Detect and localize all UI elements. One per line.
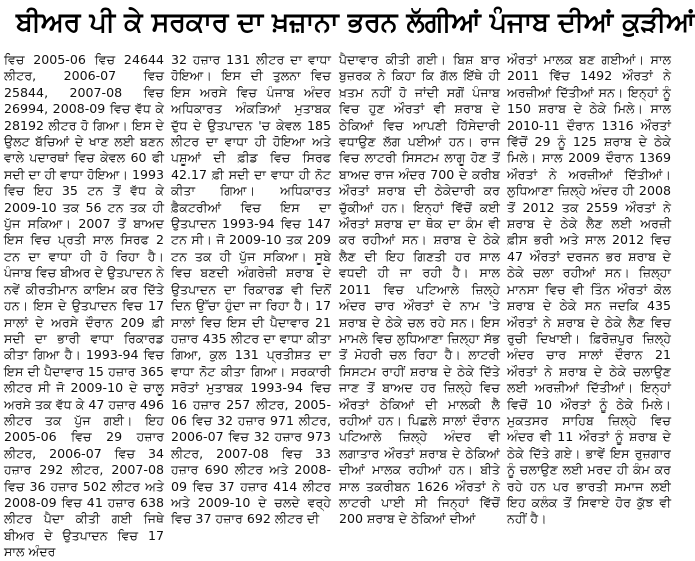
article-body [0, 52, 671, 560]
headline: ਬੀਅਰ ਪੀ ਕੇ ਸਰਕਾਰ ਦਾ ਖ਼ਜ਼ਾਨਾ ਭਰਨ ਲੱਗੀਆਂ ਪੰਜਾਬ ਦੀਆਂ ਕੁੜੀਆਂ [16, 7, 695, 38]
column-3-text: ਪੈਦਾਵਾਰ ਕੀਤੀ ਗਈ। ਬਿਸ਼ ਬਾਰ ਬੁਜ਼ਰਕ ਨੇ ਕਿਹਾ ਕਿ ਗੱਲ ਇੱਥੇ ਹੀ ਖ਼ਤਮ ਨਹੀਂ ਹੋ ਜਾਂਦੀ ਸਗੋਂ ਪੰਜਾਬ ਵਿਚ ਹੁਣ ਔਰਤਾਂ ਵੀ ਸ਼ਰਾਬ ਦੇ ਠੇਕਿਆਂ ਵਿਚ ਆਪਣੀ ਹਿੱਸੇਦਾਰੀ ਵਧਾਉਣ ਲੱਗ ਪਈਆਂ ਹਨ। ਰਾਜ ਵਿਚ ਲਾਟਰੀ ਸਿਸਟਮ ਲਾਗੂ ਹੋਣ ਤੋਂ ਬਾਅਦ ਰਾਜ ਅੰਦਰ 700 ਦੇ ਕਰੀਬ ਔਰਤਾਂ ਸ਼ਰਾਬ ਦੀ ਠੇਕੇਦਾਰੀ ਕਰ ਚੁੱਕੀਆਂ ਹਨ। ਇਨ੍ਹਾਂ ਵਿੱਚੋਂ ਕਈ ਔਰਤਾਂ ਸ਼ਰਾਬ ਦਾ ਥੋਕ ਦਾ ਕੰਮ ਵੀ ਕਰ ਰਹੀਆਂ ਸਨ। ਸ਼ਰਾਬ ਦੇ ਠੇਕੇ ਲੈਣ ਦੀ ਇਹ ਗਿਣਤੀ ਹਰ ਸਾਲ ਵਧਦੀ ਹੀ ਜਾ ਰਹੀ ਹੈ। ਸਾਲ 2011 ਵਿਚ ਪਟਿਆਲੇ ਜ਼ਿਲ੍ਹੇ ਅੰਦਰ ਚਾਰ ਔਰਤਾਂ ਦੇ ਨਾਮ 'ਤੇ ਸ਼ਰਾਬ ਦੇ ਠੇਕੇ ਚਲ ਰਹੇ ਸਨ। ਇਸ ਮਾਮਲੇ ਵਿਚ ਲੁਧਿਆਣਾ ਜ਼ਿਲ੍ਹਾ ਸੱਭ ਤੋਂ ਮੋਹਰੀ ਚਲ ਰਿਹਾ ਹੈ। ਲਾਟਰੀ ਸਿਸਟਮ ਰਾਹੀਂ ਸ਼ਰਾਬ ਦੇ ਠੇਕੇ ਦਿੱਤੇ ਜਾਣ ਤੋਂ ਬਾਅਦ ਹਰ ਜ਼ਿਲ੍ਹੇ ਵਿਚ ਔਰਤਾਂ ਠੇਕਿਆਂ ਦੀ ਮਾਲਕੀ ਲੈ ਰਹੀਆਂ ਹਨ। ਪਿਛਲੇ ਸਾਲਾਂ ਦੌਰਾਨ ਪਟਿਆਲੇ ਜ਼ਿਲ੍ਹੇ ਅੰਦਰ ਵੀ ਲਗਾਤਾਰ ਔਰਤਾਂ ਸ਼ਰਾਬ ਦੇ ਠੇਕਿਆਂ ਦੀਆਂ ਮਾਲਕ ਰਹੀਆਂ ਹਨ। ਬੀਤੇ ਸਾਲ ਤਕਰੀਬਨ 1626 ਔਰਤਾਂ ਨੇ ਲਾਟਰੀ ਪਾਈ ਸੀ ਜਿਨ੍ਹਾਂ ਵਿੱਚੋਂ 200 ਸ਼ਰਾਬ ਦੇ ਠੇਕਿਆਂ ਦੀਆਂ [339, 52, 500, 527]
article-column-3 [339, 52, 500, 527]
column-1-text: ਵਿਚ 2005-06 ਵਿਚ 24644 ਲੀਟਰ, 2006-07 ਵਿਚ 25844, 2007-08 ਵਿਚ 26994, 2008-09 ਵਿਚ ਵੱਧ ਕੇ 28192 ਲੀਟਰ ਹੋ ਗਿਆ। ਇਸ ਦੇ ਉਲਟ ਬੱਚਿਆਂ ਦੇ ਖਾਣ ਲਈ ਬਣਨ ਵਾਲੇ ਪਦਾਰਥਾਂ ਵਿਚ ਕੇਵਲ 60 ਫੀ ਸਦੀ ਦਾ ਹੀ ਵਾਧਾ ਹੋਇਆ। 1993 ਵਿਚ ਇਹ 35 ਟਨ ਤੋਂ ਵੱਧ ਕੇ 2009-10 ਤਕ 56 ਟਨ ਤਕ ਹੀ ਪੁੱਜ ਸਕਿਆ। 2007 ਤੋਂ ਬਾਅਦ ਇਸ ਵਿਚ ਪ੍ਰਤੀ ਸਾਲ ਸਿਰਫ 2 ਟਨ ਦਾ ਵਾਧਾ ਹੀ ਹੋ ਰਿਹਾ ਹੈ। ਪੰਜਾਬ ਵਿਚ ਬੀਅਰ ਦੇ ਉਤਪਾਦਨ ਨੇ ਨਵੇਂ ਕੀਰਤੀਮਾਨ ਕਾਇਮ ਕਰ ਦਿੱਤੇ ਹਨ। ਇਸ ਦੇ ਉਤਪਾਦਨ ਵਿਚ 17 ਸਾਲਾਂ ਦੇ ਅਰਸੇ ਦੌਰਾਨ 209 ਫ਼ੀ ਸਦੀ ਦਾ ਭਾਰੀ ਵਾਧਾ ਰਿਕਾਰਡ ਕੀਤਾ ਗਿਆ ਹੈ। 1993-94 ਵਿਚ ਇਸ ਦੀ ਪੈਦਾਵਾਰ 15 ਹਜ਼ਾਰ 365 ਲੀਟਰ ਸੀ ਜੋ 2009-10 ਦੇ ਚਾਲੂ ਅਰਸੇ ਤਕ ਵੱਧ ਕੇ 47 ਹਜ਼ਾਰ 496 ਲੀਟਰ ਤਕ ਪੁੱਜ ਗਈ। ਇਹ 2005-06 ਵਿਚ 29 ਹਜ਼ਾਰ ਲੀਟਰ, 2006-07 ਵਿਚ 34 ਹਜ਼ਾਰ 292 ਲੀਟਰ, 2007-08 ਵਿਚ 36 ਹਜ਼ਾਰ 502 ਲੀਟਰ ਅਤੇ 2008-09 ਵਿਚ 41 ਹਜ਼ਾਰ 638 ਲੀਟਰ ਪੈਦਾ ਕੀਤੀ ਗਈ ਜਿਥੇ ਬੀਅਰ ਦੇ ਉਤਪਾਦਨ ਵਿਚ 17 ਸਾਲ ਅੰਦਰ [4, 52, 164, 560]
article-column-4 [507, 52, 671, 527]
column-2-text: 32 ਹਜ਼ਾਰ 131 ਲੀਟਰ ਦਾ ਵਾਧਾ ਹੋਇਆ। ਇਸ ਦੀ ਤੁਲਨਾ ਵਿਚ ਇਸ ਅਰਸੇ ਵਿਚ ਪੰਜਾਬ ਅੰਦਰ ਅਧਿਕਾਰਤ ਅੰਕੜਿਆਂ ਮੁਤਾਬਕ ਦੁੱਧ ਦੇ ਉਤਪਾਦਨ 'ਚ ਕੇਵਲ 185 ਲੀਟਰ ਦਾ ਵਾਧਾ ਹੀ ਹੋਇਆ ਅਤੇ ਪਸ਼ੂਆਂ ਦੀ ਫ਼ੀਡ ਵਿਚ ਸਿਰਫ 42.17 ਫ਼ੀ ਸਦੀ ਦਾ ਵਾਧਾ ਹੀ ਨੋਟ ਕੀਤਾ ਗਿਆ। ਅਧਿਕਾਰਤ ਫ਼ੈਕਟਰੀਆਂ ਵਿਚ ਇਸ ਦਾ ਉਤਪਾਦਨ 1993-94 ਵਿਚ 147 ਟਨ ਸੀ। ਜੋ 2009-10 ਤਕ 209 ਟਨ ਤਕ ਹੀ ਪੁੱਜ ਸਕਿਆ। ਸੂਬੇ ਵਿਚ ਬਣਦੀ ਅੰਗਰੇਜ਼ੀ ਸ਼ਰਾਬ ਦੇ ਉਤਪਾਦਨ ਦਾ ਰਿਕਾਰਡ ਵੀ ਦਿਨੋਂ ਦਿਨ ਉੱਚਾ ਹੁੰਦਾ ਜਾ ਰਿਹਾ ਹੈ। 17 ਸਾਲਾਂ ਵਿਚ ਇਸ ਦੀ ਪੈਦਾਵਾਰ 21 ਹਜ਼ਾਰ 435 ਲੀਟਰ ਦਾ ਵਾਧਾ ਕੀਤਾ ਗਿਆ, ਕੁਲ 131 ਪ੍ਰਤੀਸ਼ਤ ਦਾ ਵਾਧਾ ਨੋਟ ਕੀਤਾ ਗਿਆ। ਸਰਕਾਰੀ ਸਰੋਤਾਂ ਮੁਤਾਬਕ 1993-94 ਵਿਚ 16 ਹਜ਼ਾਰ 257 ਲੀਟਰ, 2005-06 ਵਿਚ 32 ਹਜ਼ਾਰ 971 ਲੀਟਰ, 2006-07 ਵਿਚ 32 ਹਜ਼ਾਰ 973 ਲੀਟਰ, 2007-08 ਵਿਚ 33 ਹਜ਼ਾਰ 690 ਲੀਟਰ ਅਤੇ 2008-09 ਵਿਚ 37 ਹਜ਼ਾਰ 414 ਲੀਟਰ ਅਤੇ 2009-10 ਦੇ ਚਲਦੇ ਵਰ੍ਹੇ ਵਿਚ 37 ਹਜ਼ਾਰ 692 ਲੀਟਰ ਦੀ [171, 52, 331, 527]
article-column-1 [4, 52, 164, 560]
column-4-text: ਔਰਤਾਂ ਮਾਲਕ ਬਣ ਗਈਆਂ। ਸਾਲ 2011 ਵਿੱਚ 1492 ਔਰਤਾਂ ਨੇ ਅਰਜ਼ੀਆਂ ਦਿੱਤੀਆਂ ਸਨ। ਇਨ੍ਹਾਂ ਨੂੰ 150 ਸ਼ਰਾਬ ਦੇ ਠੇਕੇ ਮਿਲੇ। ਸਾਲ 2010-11 ਦੌਰਾਨ 1316 ਔਰਤਾਂ ਵਿੱਚੋਂ 29 ਨੂੰ 125 ਸ਼ਰਾਬ ਦੇ ਠੇਕੇ ਮਿਲੇ। ਸਾਲ 2009 ਦੌਰਾਨ 1369 ਔਰਤਾਂ ਨੇ ਅਰਜ਼ੀਆਂ ਦਿੱਤੀਆਂ। ਲੁਧਿਆਣਾ ਜ਼ਿਲ੍ਹੇ ਅੰਦਰ ਹੀ 2008 ਤੋਂ 2012 ਤਕ 2559 ਔਰਤਾਂ ਨੇ ਸ਼ਰਾਬ ਦੇ ਠੇਕੇ ਲੈਣ ਲਈ ਅਰਜ਼ੀ ਫ਼ੀਸ ਭਰੀ ਅਤੇ ਸਾਲ 2012 ਵਿਚ 47 ਔਰਤਾਂ ਦਰਜਨ ਭਰ ਸ਼ਰਾਬ ਦੇ ਠੇਕੇ ਚਲਾ ਰਹੀਆਂ ਸਨ। ਜ਼ਿਲ੍ਹਾ ਮਾਨਸਾ ਵਿਚ ਵੀ ਤਿੰਨ ਔਰਤਾਂ ਕੋਲ ਸ਼ਰਾਬ ਦੇ ਠੇਕੇ ਸਨ ਜਦਕਿ 435 ਔਰਤਾਂ ਨੇ ਸ਼ਰਾਬ ਦੇ ਠੇਕੇ ਲੈਣ ਵਿਚ ਰੁਚੀ ਦਿਖਾਈ। ਫ਼ਿਰੋਜ਼ਪੁਰ ਜ਼ਿਲ੍ਹੇ ਅੰਦਰ ਚਾਰ ਸਾਲਾਂ ਦੌਰਾਨ 21 ਔਰਤਾਂ ਨੇ ਸ਼ਰਾਬ ਦੇ ਠੇਕੇ ਚਲਾਉਣ ਲਈ ਅਰਜ਼ੀਆਂ ਦਿੱਤੀਆਂ। ਇਨ੍ਹਾਂ ਵਿਚੋਂ 10 ਔਰਤਾਂ ਨੂੰ ਠੇਕੇ ਮਿਲੇ। ਮੁਕਤਸਰ ਸਾਹਿਬ ਜ਼ਿਲ੍ਹੇ ਵਿਚ ਅੰਦਰ ਵੀ 11 ਔਰਤਾਂ ਨੂੰ ਸ਼ਰਾਬ ਦੇ ਠੇਕੇ ਦਿੱਤੇ ਗਏ। ਭਾਵੇਂ ਇਸ ਰੁਜ਼ਗਾਰ ਨੂੰ ਚਲਾਉਣ ਲਈ ਮਰਦ ਹੀ ਕੰਮ ਕਰ ਰਹੇ ਹਨ ਪਰ ਭਾਰਤੀ ਸਮਾਜ ਲਈ ਇਹ ਕਲੰਕ ਤੋਂ ਸਿਵਾਏ ਹੋਰ ਕੁੱਝ ਵੀ ਨਹੀਂ ਹੈ। [507, 52, 671, 527]
article-column-2 [171, 52, 331, 527]
